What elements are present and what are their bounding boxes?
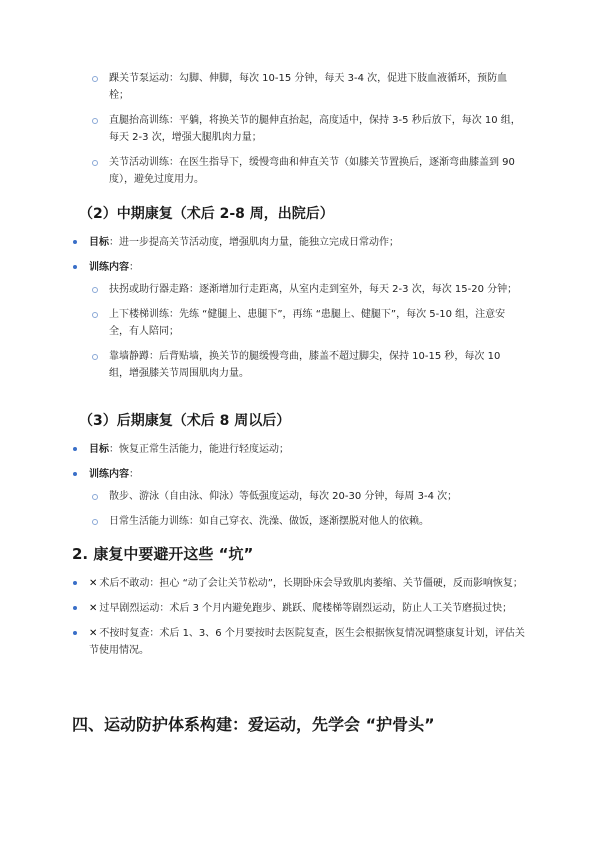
content-label: 训练内容 <box>89 262 129 273</box>
list-item <box>92 154 522 188</box>
content-item <box>72 259 527 276</box>
cross-icon: ✕ <box>89 628 98 639</box>
mid-phase-list <box>72 234 527 284</box>
mid-phase-items <box>92 281 522 390</box>
early-phase-list <box>92 70 522 196</box>
content-colon: ： <box>129 262 139 273</box>
list-item <box>92 70 522 104</box>
pitfalls-list <box>72 575 527 667</box>
content-label: 训练内容 <box>89 469 129 480</box>
pitfalls-heading: 2. 康复中要避开这些 “坑” <box>72 545 254 563</box>
list-item <box>92 112 522 146</box>
pitfall-item <box>72 625 527 659</box>
late-phase-heading: （3）后期康复（术后 8 周以后） <box>79 413 291 429</box>
list-item <box>92 348 522 382</box>
cross-icon: ✕ <box>89 603 98 614</box>
goal-item <box>72 234 527 251</box>
content-item <box>72 466 527 483</box>
list-item <box>92 513 522 530</box>
goal-text: ：恢复正常生活能力，能进行轻度运动； <box>109 444 289 455</box>
pitfall-item <box>72 575 527 592</box>
goal-label: 目标 <box>89 237 109 248</box>
cross-icon: ✕ <box>89 578 98 589</box>
pitfall-item <box>72 600 527 617</box>
pitfall-text: 术后不敢动：担心 “动了会让关节松动”，长期卧床会导致肌肉萎缩、关节僵硬，反而影响恢复； <box>99 578 523 589</box>
pitfall-text: 过早剧烈运动：术后 3 个月内避免跑步、跳跃、爬楼梯等剧烈运动，防止人工关节磨损过快； <box>99 603 513 614</box>
list-item-text: 散步、游泳（自由泳、仰泳）等低强度运动，每次 20-30 分钟，每周 3-4 次； <box>109 491 458 502</box>
mid-phase-heading: （2）中期康复（术后 2-8 周，出院后） <box>79 206 334 222</box>
list-item-text: 扶拐或助行器走路：逐渐增加行走距离，从室内走到室外，每天 2-3 次，每次 15-20 分钟； <box>109 284 518 295</box>
list-item <box>92 306 522 340</box>
list-item-text: 上下楼梯训练：先练 “健腿上、患腿下”，再练 “患腿上、健腿下”，每次 5-10 组，注意安全，有人陪同； <box>109 309 506 337</box>
goal-item <box>72 441 527 458</box>
late-phase-list <box>72 441 527 491</box>
list-item-text: 直腿抬高训练：平躺，将换关节的腿伸直抬起，高度适中，保持 3-5 秒后放下，每次 10 组，每天 2-3 次，增强大腿肌肉力量； <box>109 115 521 143</box>
content-colon: ： <box>129 469 139 480</box>
goal-label: 目标 <box>89 444 109 455</box>
list-item-text: 靠墙静蹲：后背贴墙，换关节的腿缓慢弯曲，膝盖不超过脚尖，保持 10-15 秒，每次 10 组，增强膝关节周围肌肉力量。 <box>109 351 501 379</box>
list-item <box>92 488 522 505</box>
list-item-text: 踝关节泵运动：勾脚、伸脚，每次 10-15 分钟，每天 3-4 次，促进下肢血液循环，预防血栓； <box>109 73 508 101</box>
pitfall-text: 不按时复查：术后 1、3、6 个月要按时去医院复查，医生会根据恢复情况调整康复计划，评估关节使用情况。 <box>89 628 525 656</box>
list-item-text: 关节活动训练：在医生指导下，缓慢弯曲和伸直关节（如膝关节置换后，逐渐弯曲膝盖到 90 度），避免过度用力。 <box>109 157 515 185</box>
late-phase-items <box>92 488 522 538</box>
list-item-text: 日常生活能力训练：如自己穿衣、洗澡、做饭，逐渐摆脱对他人的依赖。 <box>109 516 429 527</box>
list-item <box>92 281 522 298</box>
section-four-heading: 四、运动防护体系构建：爱运动，先学会 “护骨头” <box>72 715 435 734</box>
goal-text: ：进一步提高关节活动度，增强肌肉力量，能独立完成日常动作； <box>109 237 399 248</box>
